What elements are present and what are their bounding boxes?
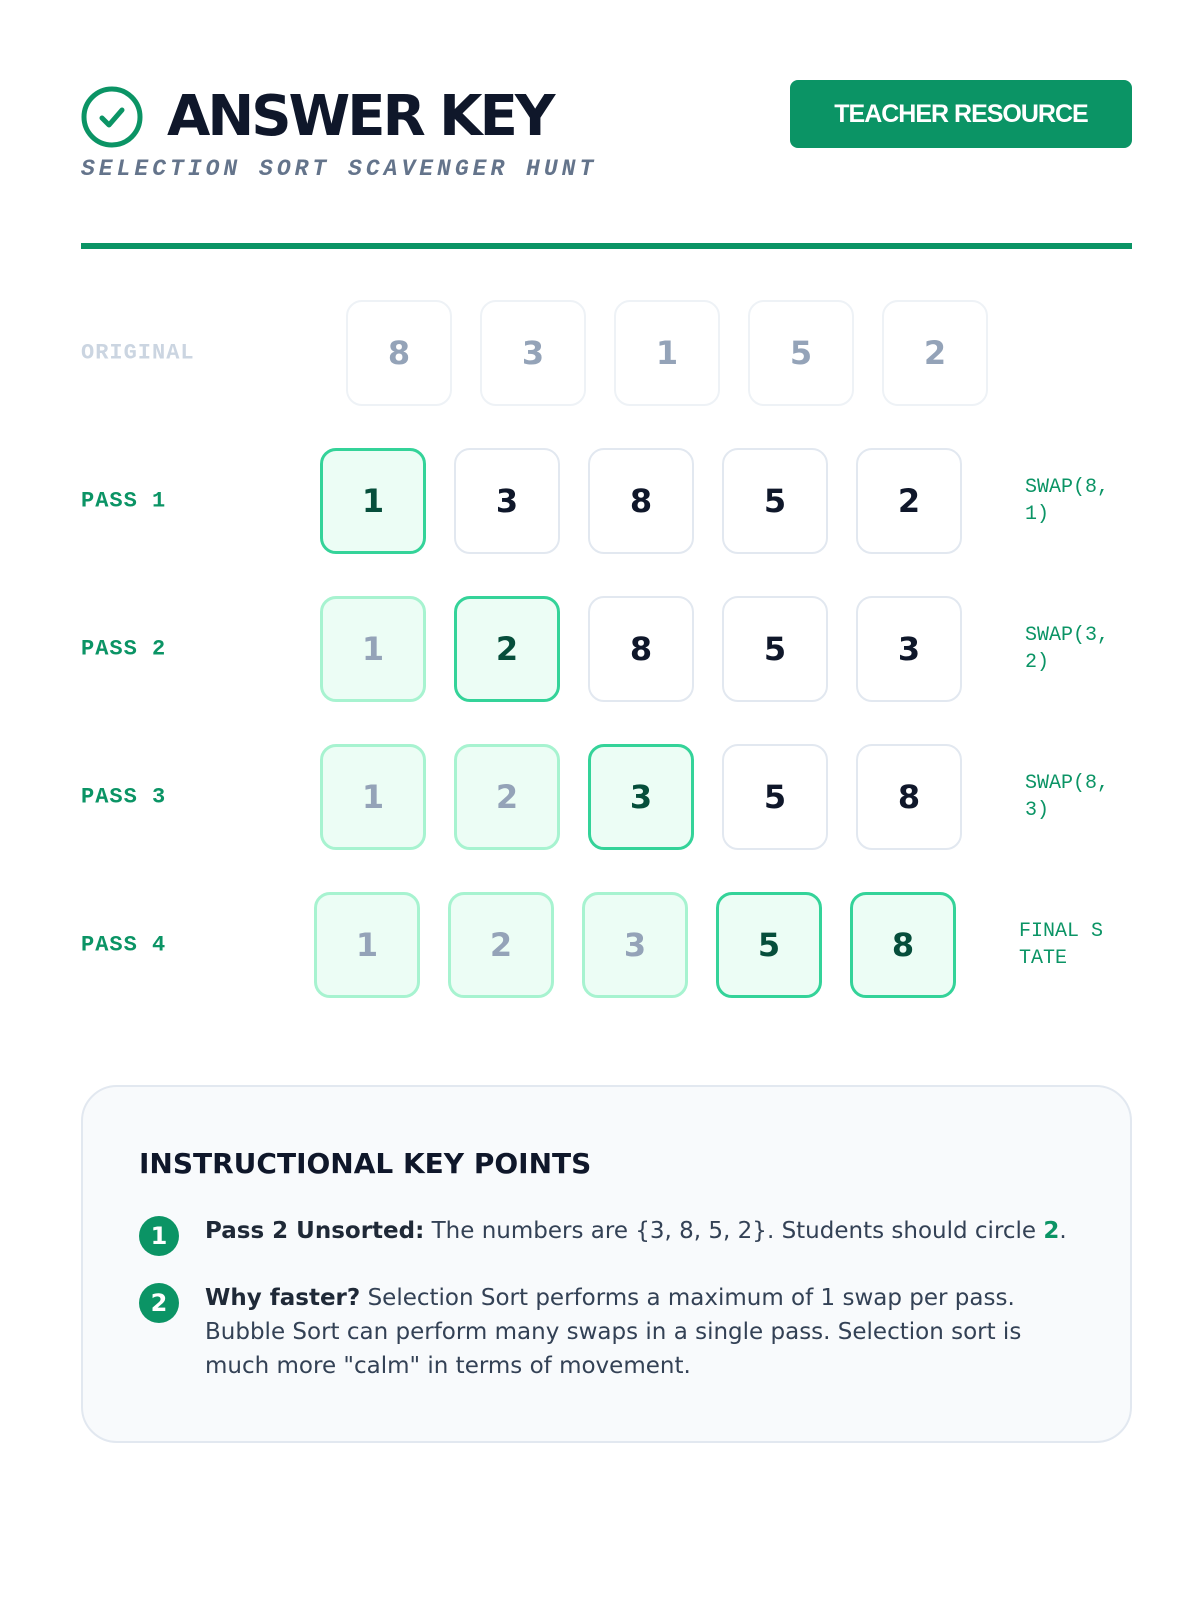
answer-key-page	[81, 0, 1132, 1600]
number-cell: 2	[448, 892, 554, 998]
number-cell: 5	[722, 744, 828, 850]
number-cell: 1	[320, 448, 426, 554]
key-point-2	[139, 1281, 1079, 1391]
row-label: ORIGINAL	[81, 340, 195, 366]
swap-note: FINAL STATE	[1019, 920, 1104, 970]
number-cell: 3	[454, 448, 560, 554]
number-cell: 3	[856, 596, 962, 702]
pass-row	[81, 744, 1132, 850]
teacher-resource-badge: TEACHER RESOURCE	[790, 80, 1132, 148]
row-label: PASS 4	[81, 932, 167, 958]
pass-row	[81, 892, 1132, 998]
original-row	[81, 300, 1132, 406]
number-cell: 1	[320, 744, 426, 850]
number-cell: 3	[480, 300, 586, 406]
pass-row	[81, 448, 1132, 554]
header	[81, 80, 1132, 190]
number-cell: 5	[722, 448, 828, 554]
page-subtitle: SELECTION SORT SCAVENGER HUNT	[81, 156, 598, 182]
row-label: PASS 2	[81, 636, 167, 662]
point-number-badge: 2	[139, 1283, 179, 1323]
page-title: ANSWER KEY	[167, 84, 553, 149]
number-cell: 2	[856, 448, 962, 554]
number-cell: 1	[614, 300, 720, 406]
row-label: PASS 3	[81, 784, 167, 810]
number-cell: 3	[588, 744, 694, 850]
number-cell: 2	[882, 300, 988, 406]
swap-note: SWAP(8, 3)	[1025, 772, 1110, 822]
key-point-tail: .	[1059, 1218, 1067, 1244]
number-cell: 1	[320, 596, 426, 702]
number-cell: 2	[454, 744, 560, 850]
key-point-body: Selection Sort performs a maximum of 1 swap per pass. Bubble Sort can perform many swaps in a single pass. Selection sort is much more "calm" in terms of movement.	[205, 1285, 1022, 1379]
swap-note: SWAP(3, 2)	[1025, 624, 1110, 674]
swap-note: SWAP(8, 1)	[1025, 476, 1110, 526]
number-cell: 5	[716, 892, 822, 998]
key-points-card	[81, 1085, 1132, 1443]
number-cell: 1	[314, 892, 420, 998]
key-point-lead: Why faster?	[205, 1285, 361, 1311]
number-cell: 8	[588, 596, 694, 702]
number-cell: 3	[582, 892, 688, 998]
number-cell: 8	[856, 744, 962, 850]
point-number-badge: 1	[139, 1216, 179, 1256]
number-cell: 8	[346, 300, 452, 406]
key-point-body: The numbers are {3, 8, 5, 2}. Students should circle	[431, 1218, 1044, 1244]
key-point-1	[139, 1214, 1079, 1258]
check-circle-icon	[81, 86, 143, 148]
header-divider	[81, 243, 1132, 249]
number-cell: 8	[588, 448, 694, 554]
number-cell: 5	[722, 596, 828, 702]
key-point-highlight: 2	[1043, 1218, 1060, 1244]
number-cell: 5	[748, 300, 854, 406]
key-points-title: INSTRUCTIONAL KEY POINTS	[139, 1147, 592, 1180]
key-point-text	[205, 1281, 1079, 1383]
number-cell: 2	[454, 596, 560, 702]
number-cell: 8	[850, 892, 956, 998]
key-point-text	[205, 1214, 1079, 1248]
key-point-lead: Pass 2 Unsorted:	[205, 1218, 425, 1244]
row-label: PASS 1	[81, 488, 167, 514]
pass-row	[81, 596, 1132, 702]
